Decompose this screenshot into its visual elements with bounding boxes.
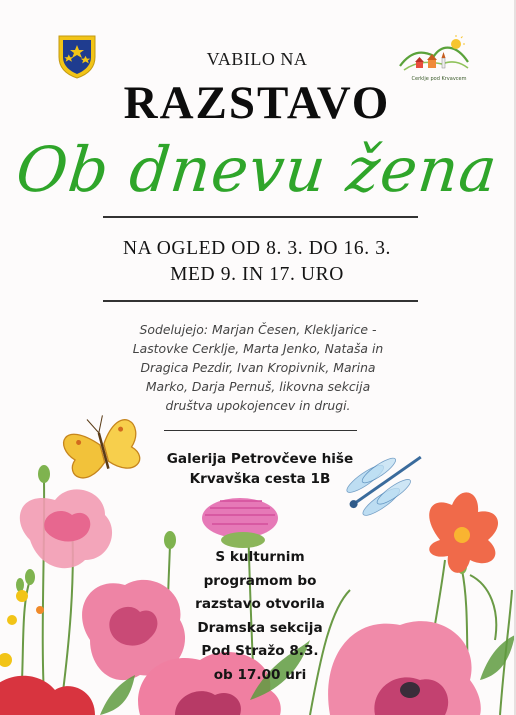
opening-schedule [0,236,514,288]
program-line: programom bo [203,572,317,589]
divider-middle [103,300,418,302]
venue-name: Galerija Petrovčeve hiše [166,451,354,467]
credits-line: Sodelujejo: Marjan Česen, Klekljarice - [139,322,377,337]
occasion-script-title: Ob dnevu žena [12,133,502,206]
poppy-left [20,489,112,568]
exhibition-title: RAZSTAVO [123,77,391,129]
pink-thistle [202,498,278,548]
schedule-dates: NA OGLED OD 8. 3. DO 16. 3. [122,238,392,259]
program-line: Dramska sekcija [197,619,323,636]
divider-top [103,216,418,218]
opening-program [170,546,350,687]
invitation-kicker: VABILO NA [206,49,308,69]
credits-line: Marko, Darja Pernuš, likovna sekcija [145,379,371,394]
village-logo-caption: Cerklje pod Krvavcem [411,76,467,82]
credits-line: Dragica Pezdir, Ivan Kropivnik, Marina [140,360,376,375]
schedule-hours: MED 9. IN 17. URO [170,264,344,285]
program-line: Pod Stražo 8.3. [201,643,319,659]
program-line: S kulturnim [215,549,305,565]
program-line: razstavo otvorila [195,596,325,612]
venue-block [150,449,370,489]
divider-bottom [164,430,357,431]
program-line: ob 17.00 uri [213,666,307,683]
credits-line: društva upokojencev in drugi. [165,398,351,413]
participants-credits [118,320,398,415]
yellow-butterfly [59,408,145,483]
credits-line: Lastovke Cerklje, Marta Jenko, Nataša in [132,341,384,356]
orange-lily [429,492,498,640]
venue-address: Krvavška cesta 1B [189,471,331,487]
